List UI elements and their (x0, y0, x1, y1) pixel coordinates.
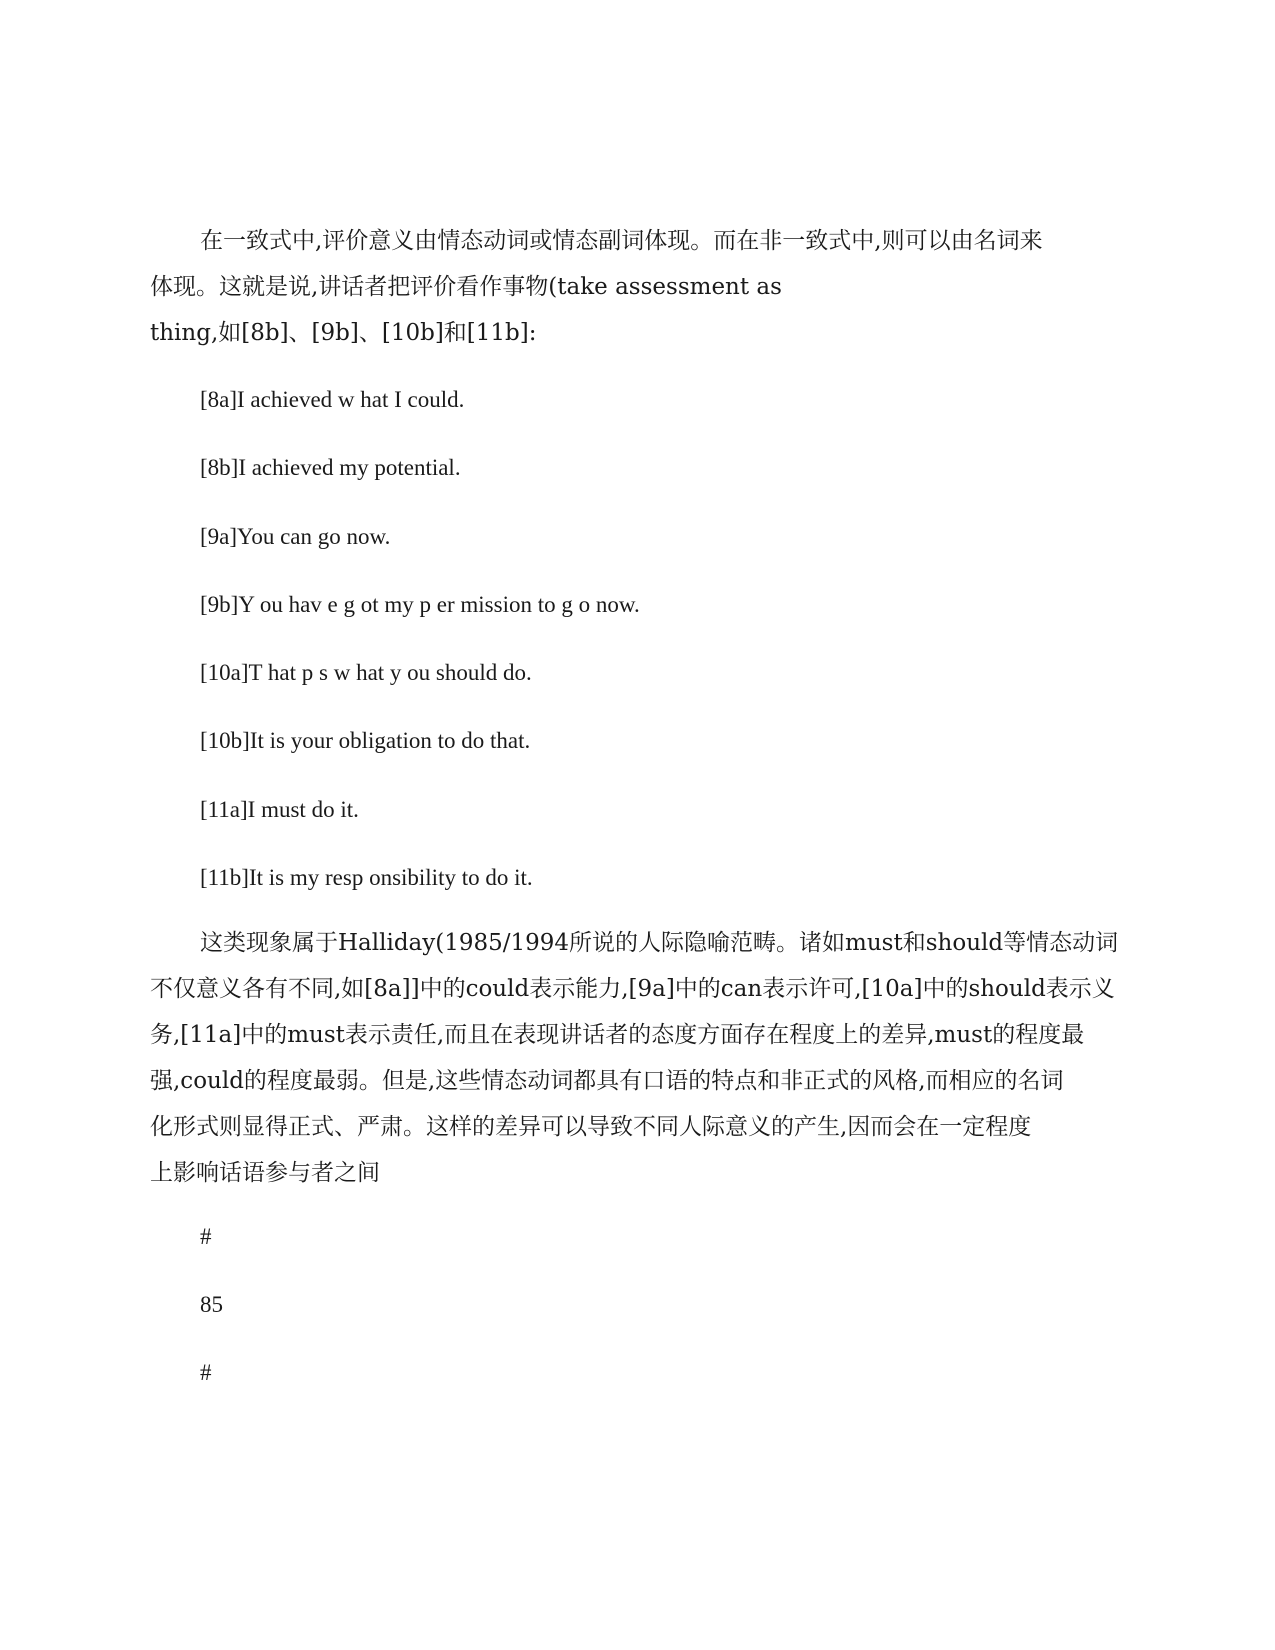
example-10a: [10a]T hat p s w hat y ou should do. (200, 660, 532, 685)
paragraph-2-line-6: 上影响话语参与者之间 (150, 1160, 380, 1186)
paragraph-2-line-1: 这类现象属于Halliday(1985/1994所说的人际隐喻范畴。诸如must和should等情态动词 (200, 930, 1119, 956)
example-8a: [8a]I achieved w hat I could. (200, 387, 465, 412)
footer-mark-bottom: # (200, 1360, 212, 1385)
paragraph-1-line-2: 体现。这就是说,讲话者把评价看作事物(take assessment as (150, 274, 782, 300)
example-10b: [10b]It is your obligation to do that. (200, 728, 531, 753)
paragraph-1-line-3: thing,如[8b]、[9b]、[10b]和[11b]: (150, 320, 537, 346)
page-number: 85 (200, 1292, 223, 1317)
paragraph-1 (150, 218, 1130, 356)
paragraph-2-line-2: 不仅意义各有不同,如[8a]]中的could表示能力,[9a]中的can表示许可,[10a]中的should表示义 (150, 976, 1115, 1002)
paragraph-2-line-4: 强,could的程度最弱。但是,这些情态动词都具有口语的特点和非正式的风格,而相应的名词 (150, 1068, 1064, 1094)
paragraph-2-line-3: 务,[11a]中的must表示责任,而且在表现讲话者的态度方面存在程度上的差异,must的程度最 (150, 1022, 1085, 1048)
footer-mark-top: # (200, 1224, 212, 1249)
example-9a: [9a]You can go now. (200, 524, 391, 549)
example-8b: [8b]I achieved my potential. (200, 455, 461, 480)
example-11b: [11b]It is my resp onsibility to do it. (200, 865, 533, 890)
example-11a: [11a]I must do it. (200, 797, 359, 822)
paragraph-1-line-1: 在一致式中,评价意义由情态动词或情态副词体现。而在非一致式中,则可以由名词来 (200, 228, 1043, 254)
paragraph-2-line-5: 化形式则显得正式、严肃。这样的差异可以导致不同人际意义的产生,因而会在一定程度 (150, 1114, 1032, 1140)
example-9b: [9b]Y ou hav e g ot my p er mission to g o now. (200, 592, 640, 617)
paragraph-2 (150, 920, 1130, 1196)
